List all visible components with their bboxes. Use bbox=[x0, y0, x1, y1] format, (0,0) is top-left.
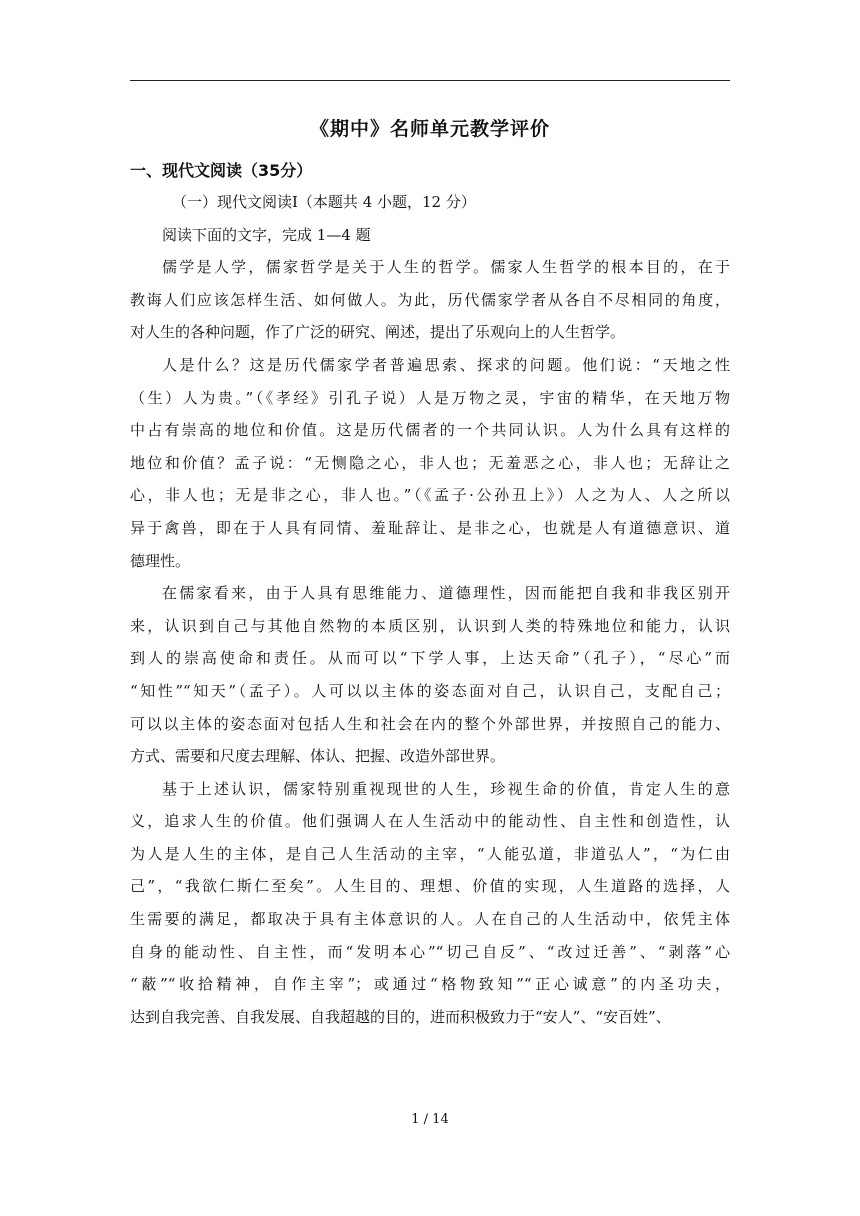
passage-line: 教诲人们应该怎样生活、如何做人。为此，历代儒家学者从各自不尽相同的角度， bbox=[130, 290, 730, 309]
passage-line: 来，认识到自己与其他自然物的本质区别，认识到人类的特殊地位和能力，认识 bbox=[130, 616, 730, 635]
passage-line: （生）人为贵。”（《孝经》引孔子说）人是万物之灵，宇宙的精华，在天地万物 bbox=[130, 388, 730, 407]
passage-line: 地位和价值？孟子说：“无恻隐之心，非人也；无羞恶之心，非人也；无辞让之 bbox=[130, 453, 730, 472]
section-heading: 一、现代文阅读（35分） bbox=[130, 161, 313, 180]
header-rule bbox=[130, 80, 730, 81]
passage-line: 己”，“我欲仁斯仁至矣”。人生目的、理想、价值的实现，人生道路的选择，人 bbox=[130, 877, 730, 896]
passage-line: “蔽”“收拾精神，自作主宰”；或通过“格物致知”“正心诚意”的内圣功夫， bbox=[130, 975, 730, 994]
passage-line: 可以以主体的姿态面对包括人生和社会在内的整个外部世界，并按照自己的能力、 bbox=[130, 714, 730, 733]
passage-line: 人是什么？这是历代儒家学者普遍思索、探求的问题。他们说：“天地之性 bbox=[162, 355, 730, 374]
passage-line: 异于禽兽，即在于人具有同情、羞耻辞让、是非之心，也就是人有道德意识、道 bbox=[130, 518, 730, 537]
page-number: 1 / 14 bbox=[411, 1112, 449, 1127]
passage-line: 生需要的满足，都取决于具有主体意识的人。人在自己的人生活动中，依凭主体 bbox=[130, 910, 730, 929]
body-text bbox=[130, 186, 730, 1033]
passage-line: 到人的崇高使命和责任。从而可以“下学人事，上达天命”（孔子），“尽心”而 bbox=[130, 649, 730, 668]
passage-line: 达到自我完善、自我发展、自我超越的目的，进而积极致力于“安人”、“安百姓”、 bbox=[130, 1007, 671, 1026]
passage-line: 德理性。 bbox=[130, 551, 191, 570]
passage-line: 方式、需要和尺度去理解、体认、把握、改造外部世界。 bbox=[130, 747, 506, 766]
passage-line: 为人是人生的主体，是自己人生活动的主宰，“人能弘道，非道弘人”，“为仁由 bbox=[130, 844, 730, 863]
passage-line: 义，追求人生的价值。他们强调人在人生活动中的能动性、自主性和创造性，认 bbox=[130, 812, 730, 831]
subsection-heading: （一）现代文阅读Ⅰ（本题共 4 小题，12 分） bbox=[172, 193, 476, 211]
passage-line: 基于上述认识，儒家特别重视现世的人生，珍视生命的价值，肯定人生的意 bbox=[162, 779, 730, 798]
instruction-text: 阅读下面的文字，完成 1—4 题 bbox=[162, 225, 371, 244]
passage-line: 在儒家看来，由于人具有思维能力、道德理性，因而能把自我和非我区别开 bbox=[162, 584, 730, 603]
passage-line: 中占有崇高的地位和价值。这是历代儒者的一个共同认识。人为什么具有这样的 bbox=[130, 421, 730, 440]
passage-line: 自身的能动性、自主性，而“发明本心”“切己自反”、“改过迁善”、“剥落”心 bbox=[130, 942, 730, 961]
passage bbox=[130, 251, 730, 1033]
passage-line: “知性”“知天”（孟子）。人可以以主体的姿态面对自己，认识自己，支配自己； bbox=[130, 681, 730, 700]
page-title: 《期中》名师单元教学评价 bbox=[309, 118, 550, 140]
passage-line: 对人生的各种问题，作了广泛的研究、阐述，提出了乐观向上的人生哲学。 bbox=[130, 323, 626, 342]
passage-line: 儒学是人学，儒家哲学是关于人生的哲学。儒家人生哲学的根本目的，在于 bbox=[162, 258, 730, 277]
passage-line: 心，非人也；无是非之心，非人也。”（《孟子·公孙丑上》）人之为人、人之所以 bbox=[130, 486, 730, 505]
